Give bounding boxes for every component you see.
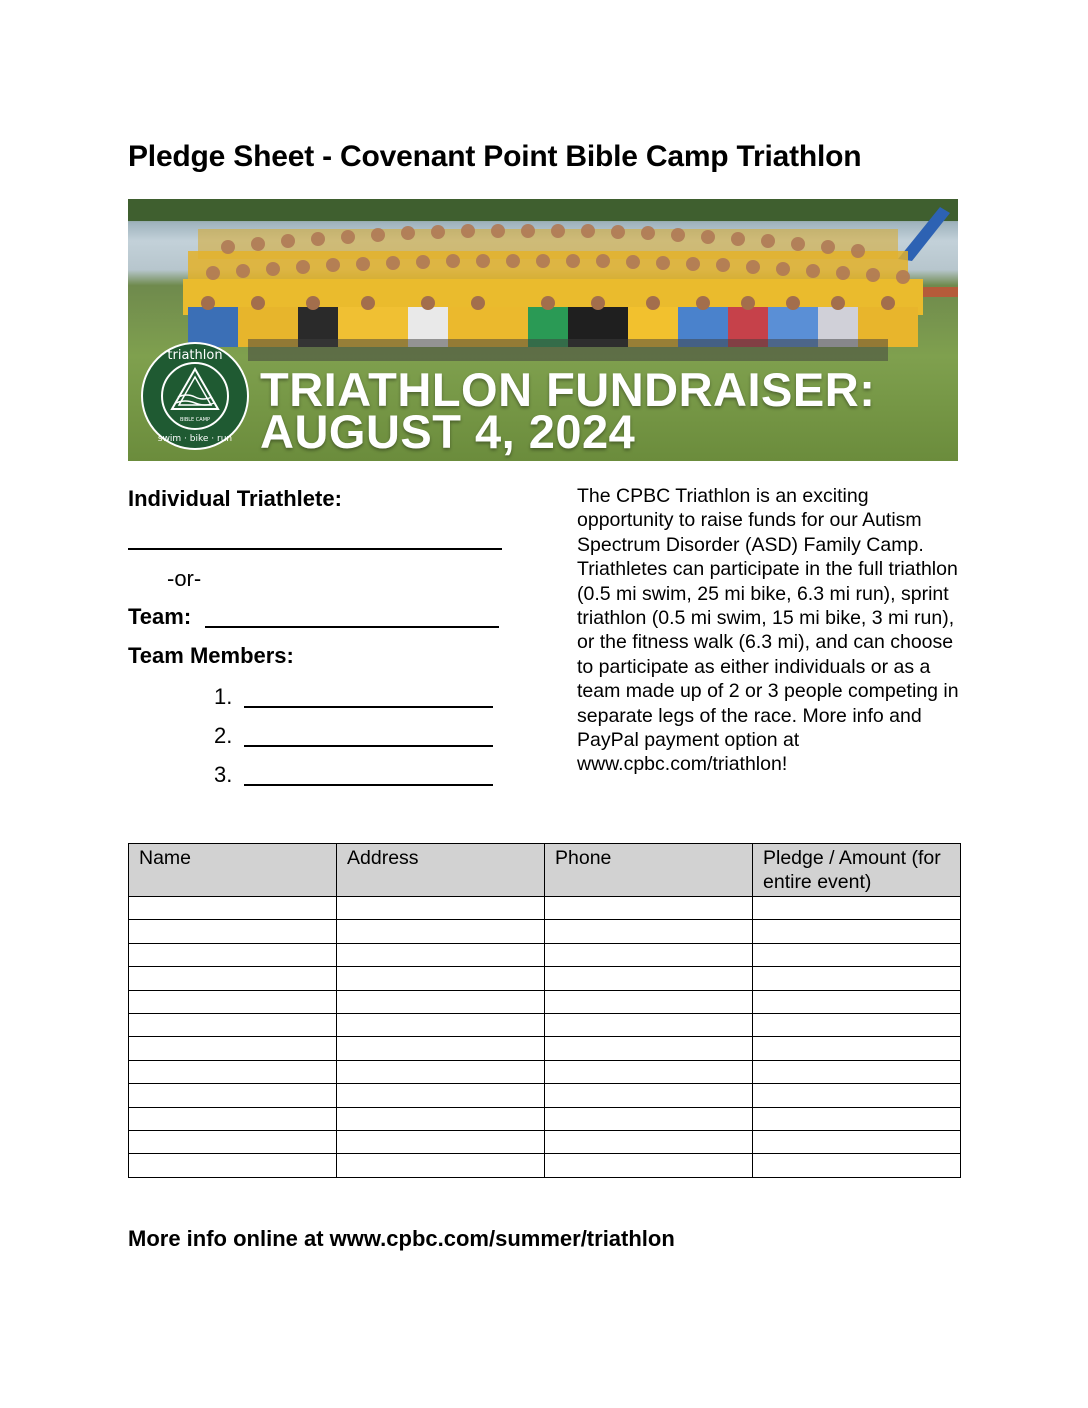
address-cell[interactable] bbox=[337, 1154, 545, 1177]
team-members-label: Team Members: bbox=[128, 643, 294, 668]
logo-camp-text: BIBLE CAMP bbox=[179, 417, 211, 423]
phone-cell[interactable] bbox=[545, 1013, 753, 1036]
table-row bbox=[129, 990, 961, 1013]
phone-cell[interactable] bbox=[545, 967, 753, 990]
name-cell[interactable] bbox=[129, 990, 337, 1013]
phone-cell[interactable] bbox=[545, 1154, 753, 1177]
name-cell[interactable] bbox=[129, 1130, 337, 1153]
address-cell[interactable] bbox=[337, 967, 545, 990]
team-name-line[interactable] bbox=[205, 626, 499, 628]
name-cell[interactable] bbox=[129, 920, 337, 943]
address-cell[interactable] bbox=[337, 920, 545, 943]
individual-label: Individual Triathlete: bbox=[128, 486, 342, 511]
address-cell[interactable] bbox=[337, 1013, 545, 1036]
member-number-2: 2. bbox=[214, 723, 233, 748]
pledge-cell[interactable] bbox=[753, 1013, 961, 1036]
table-row bbox=[129, 1130, 961, 1153]
header-pledge-amount: Pledge / Amount (for entire event) bbox=[753, 844, 961, 897]
pledge-cell[interactable] bbox=[753, 967, 961, 990]
header-phone: Phone bbox=[545, 844, 753, 897]
name-cell[interactable] bbox=[129, 1060, 337, 1083]
name-cell[interactable] bbox=[129, 1037, 337, 1060]
phone-cell[interactable] bbox=[545, 990, 753, 1013]
phone-cell[interactable] bbox=[545, 943, 753, 966]
address-cell[interactable] bbox=[337, 1084, 545, 1107]
phone-cell[interactable] bbox=[545, 1060, 753, 1083]
team-label: Team: bbox=[128, 604, 192, 629]
triathlon-logo bbox=[140, 341, 250, 451]
name-cell[interactable] bbox=[129, 943, 337, 966]
or-text: -or- bbox=[167, 566, 202, 591]
individual-name-line[interactable] bbox=[128, 548, 502, 550]
banner-date: AUGUST 4, 2024 bbox=[260, 405, 636, 458]
phone-cell[interactable] bbox=[545, 897, 753, 920]
table-row bbox=[129, 1107, 961, 1130]
name-cell[interactable] bbox=[129, 967, 337, 990]
pledge-cell[interactable] bbox=[753, 920, 961, 943]
table-row bbox=[129, 920, 961, 943]
address-cell[interactable] bbox=[337, 897, 545, 920]
member-1-line[interactable] bbox=[244, 706, 493, 708]
phone-cell[interactable] bbox=[545, 1037, 753, 1060]
name-cell[interactable] bbox=[129, 1154, 337, 1177]
name-cell[interactable] bbox=[129, 897, 337, 920]
table-row bbox=[129, 1013, 961, 1036]
phone-cell[interactable] bbox=[545, 920, 753, 943]
address-cell[interactable] bbox=[337, 943, 545, 966]
pledge-table-body bbox=[129, 897, 961, 1178]
member-number-3: 3. bbox=[214, 762, 233, 787]
table-row bbox=[129, 967, 961, 990]
pledge-cell[interactable] bbox=[753, 1154, 961, 1177]
table-row bbox=[129, 1060, 961, 1083]
banner-headline: TRIATHLON FUNDRAISER: bbox=[260, 363, 876, 416]
table-row bbox=[129, 1084, 961, 1107]
event-description: The CPBC Triathlon is an exciting opportunity to raise funds for our Autism Spectrum Disorder (ASD) Family Camp. Triathletes can participate in the full triathlon (0.5 mi swim, 25 mi bike, 6.3 mi run), sprint triathlon (0.5 mi swim, 15 mi bike, 3 mi run), or the fitness walk (6.3 mi), and can choose to participate as either individuals or as a team made up of 2 or 3 people competing in separate legs of the race. More info and PayPal payment option at www.cpbc.com/triathlon! bbox=[577, 485, 959, 776]
pledge-cell[interactable] bbox=[753, 897, 961, 920]
page-title: Pledge Sheet - Covenant Point Bible Camp Triathlon bbox=[128, 140, 862, 173]
phone-cell[interactable] bbox=[545, 1107, 753, 1130]
address-cell[interactable] bbox=[337, 990, 545, 1013]
table-row bbox=[129, 1154, 961, 1177]
logo-bottom-text: swim · bike · run bbox=[157, 434, 233, 444]
table-header-row bbox=[129, 844, 961, 897]
table-row bbox=[129, 1037, 961, 1060]
name-cell[interactable] bbox=[129, 1013, 337, 1036]
address-cell[interactable] bbox=[337, 1060, 545, 1083]
footer-info: More info online at www.cpbc.com/summer/triathlon bbox=[128, 1226, 675, 1251]
member-2-line[interactable] bbox=[244, 745, 493, 747]
member-number-1: 1. bbox=[214, 684, 233, 709]
tree-line bbox=[128, 199, 958, 221]
pledge-cell[interactable] bbox=[753, 1107, 961, 1130]
name-cell[interactable] bbox=[129, 1107, 337, 1130]
address-cell[interactable] bbox=[337, 1037, 545, 1060]
pledge-table bbox=[128, 843, 961, 1178]
pledge-cell[interactable] bbox=[753, 943, 961, 966]
pledge-cell[interactable] bbox=[753, 1060, 961, 1083]
banner-photo bbox=[128, 199, 958, 461]
phone-cell[interactable] bbox=[545, 1084, 753, 1107]
header-address: Address bbox=[337, 844, 545, 897]
logo-top-text: triathlon bbox=[167, 348, 223, 363]
table-row bbox=[129, 897, 961, 920]
pledge-cell[interactable] bbox=[753, 1084, 961, 1107]
pledge-cell[interactable] bbox=[753, 1037, 961, 1060]
name-cell[interactable] bbox=[129, 1084, 337, 1107]
address-cell[interactable] bbox=[337, 1107, 545, 1130]
crowd-front-row bbox=[248, 339, 888, 361]
pledge-cell[interactable] bbox=[753, 1130, 961, 1153]
header-name: Name bbox=[129, 844, 337, 897]
member-3-line[interactable] bbox=[244, 784, 493, 786]
pledge-cell[interactable] bbox=[753, 990, 961, 1013]
address-cell[interactable] bbox=[337, 1130, 545, 1153]
phone-cell[interactable] bbox=[545, 1130, 753, 1153]
table-row bbox=[129, 943, 961, 966]
